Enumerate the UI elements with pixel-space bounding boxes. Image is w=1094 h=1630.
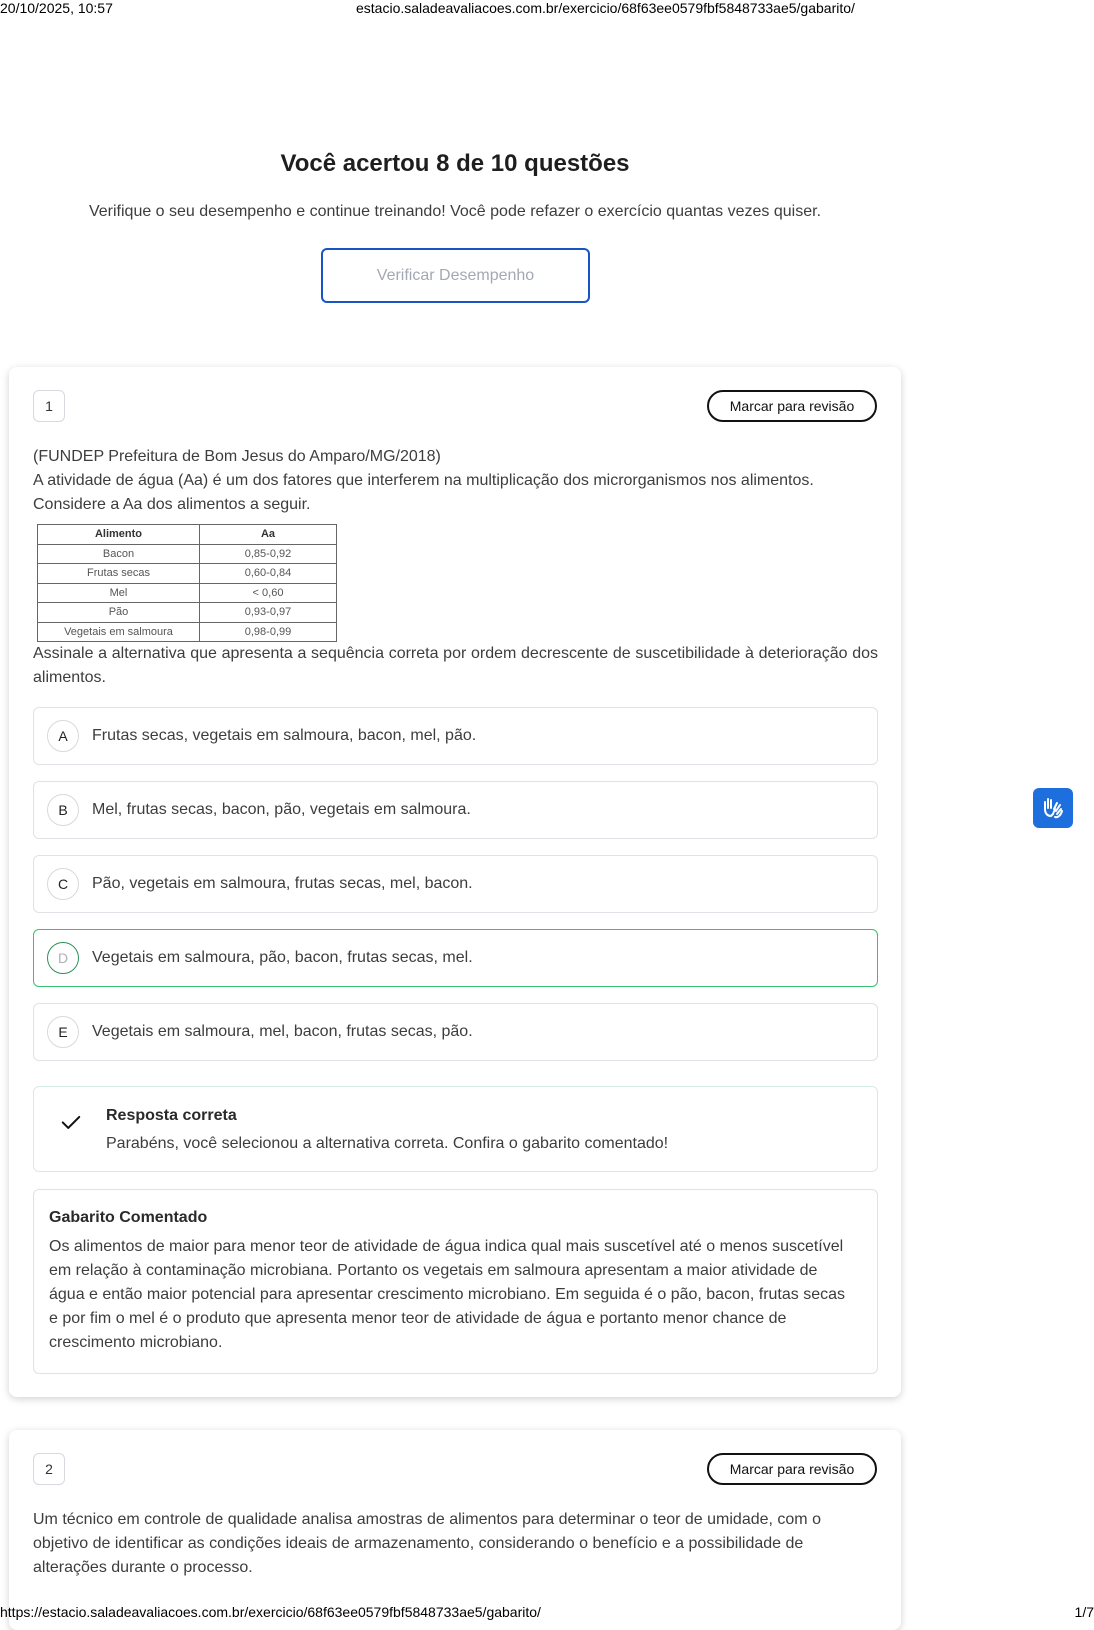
commented-answer-text: Os alimentos de maior para menor teor de atividade de água indica qual mais suscetível até o menos suscetível em relação à contaminação microbiana. Portanto os vegetais em salmoura apresentam a maior atividade de água e então maior potencial para apresentar crescimento microbiano. Em seguida é o pão, bacon, frutas secas e por fim o mel é o produto que apresenta menor teor de atividade de água e portanto menor chance de crescimento microbiano.	[49, 1238, 846, 1351]
print-footer	[0, 1604, 1094, 1623]
print-datetime: 20/10/2025, 10:57	[0, 0, 113, 16]
print-page-number: 1/7	[1074, 1604, 1094, 1620]
print-header-url: estacio.saladeavaliacoes.com.br/exercicio/68f63ee0579fbf5848733ae5/gabarito/	[356, 0, 855, 16]
table-cell: Bacon	[38, 544, 200, 564]
print-header	[0, 0, 1094, 18]
table-row	[38, 583, 337, 603]
option-text: Vegetais em salmoura, pão, bacon, frutas secas, mel.	[92, 949, 473, 966]
answer-feedback	[33, 1086, 878, 1172]
table-header: Aa	[200, 525, 337, 545]
option-a[interactable]	[33, 707, 878, 765]
print-footer-url: https://estacio.saladeavaliacoes.com.br/exercicio/68f63ee0579fbf5848733ae5/gabarito/	[0, 1604, 541, 1620]
table-row	[38, 603, 337, 623]
question-statement: Um técnico em controle de qualidade analisa amostras de alimentos para determinar o teor de umidade, com o objetivo de identificar as condições ideais de armazenamento, considerando o benefício e a possibilidade de alterações durante o processo.	[33, 1511, 821, 1576]
option-letter: E	[47, 1016, 79, 1048]
result-title: Você acertou 8 de 10 questões	[280, 150, 630, 177]
question-statement: A atividade de água (Aa) é um dos fatores que interferem na multiplicação dos microrganismos nos alimentos. Considere a Aa dos alimentos a seguir.	[33, 472, 814, 513]
question-number: 1	[33, 390, 65, 422]
option-letter: A	[47, 720, 79, 752]
option-text: Frutas secas, vegetais em salmoura, bacon, mel, pão.	[92, 727, 477, 744]
option-text: Pão, vegetais em salmoura, frutas secas, mel, bacon.	[92, 875, 473, 892]
option-letter: D	[47, 942, 79, 974]
table-cell: 0,98-0,99	[200, 622, 337, 642]
question-prompt: Assinale a alternativa que apresenta a sequência correta por ordem decrescente de suscetibilidade à deterioração dos alimentos.	[33, 645, 878, 686]
option-letter: C	[47, 868, 79, 900]
option-c[interactable]	[33, 855, 878, 913]
option-text: Mel, frutas secas, bacon, pão, vegetais em salmoura.	[92, 801, 471, 818]
question-source: (FUNDEP Prefeitura de Bom Jesus do Amparo/MG/2018)	[33, 448, 441, 465]
result-subtitle: Verifique o seu desempenho e continue treinando! Você pode refazer o exercício quantas vezes quiser.	[88, 203, 822, 220]
table-row	[38, 622, 337, 642]
table-cell: 0,85-0,92	[200, 544, 337, 564]
question-card-1	[9, 367, 901, 1397]
table-row	[38, 544, 337, 564]
table-cell: 0,93-0,97	[200, 603, 337, 623]
option-text: Vegetais em salmoura, mel, bacon, frutas secas, pão.	[92, 1023, 473, 1040]
water-activity-table	[37, 524, 337, 642]
check-icon	[60, 1111, 82, 1133]
option-b[interactable]	[33, 781, 878, 839]
table-cell: Frutas secas	[38, 564, 200, 584]
question-number: 2	[33, 1453, 65, 1485]
table-row	[38, 564, 337, 584]
table-cell: Vegetais em salmoura	[38, 622, 200, 642]
feedback-title: Resposta correta	[106, 1107, 237, 1124]
table-cell: Pão	[38, 603, 200, 623]
table-header-row	[38, 525, 337, 545]
option-e[interactable]	[33, 1003, 878, 1061]
mark-review-button[interactable]: Marcar para revisão	[707, 390, 877, 422]
mark-review-button[interactable]: Marcar para revisão	[707, 1453, 877, 1485]
table-cell: 0,60-0,84	[200, 564, 337, 584]
hand-sign-language-icon	[1040, 795, 1066, 821]
verify-performance-button[interactable]: Verificar Desempenho	[321, 248, 590, 303]
option-letter: B	[47, 794, 79, 826]
table-cell: Mel	[38, 583, 200, 603]
feedback-text: Parabéns, você selecionou a alternativa correta. Confira o gabarito comentado!	[106, 1135, 669, 1152]
libras-accessibility-button[interactable]	[1033, 788, 1073, 828]
commented-answer	[33, 1189, 878, 1374]
commented-answer-title: Gabarito Comentado	[49, 1209, 208, 1226]
table-header: Alimento	[38, 525, 200, 545]
table-cell: < 0,60	[200, 583, 337, 603]
option-d-correct[interactable]	[33, 929, 878, 987]
question-card-2	[9, 1430, 901, 1630]
